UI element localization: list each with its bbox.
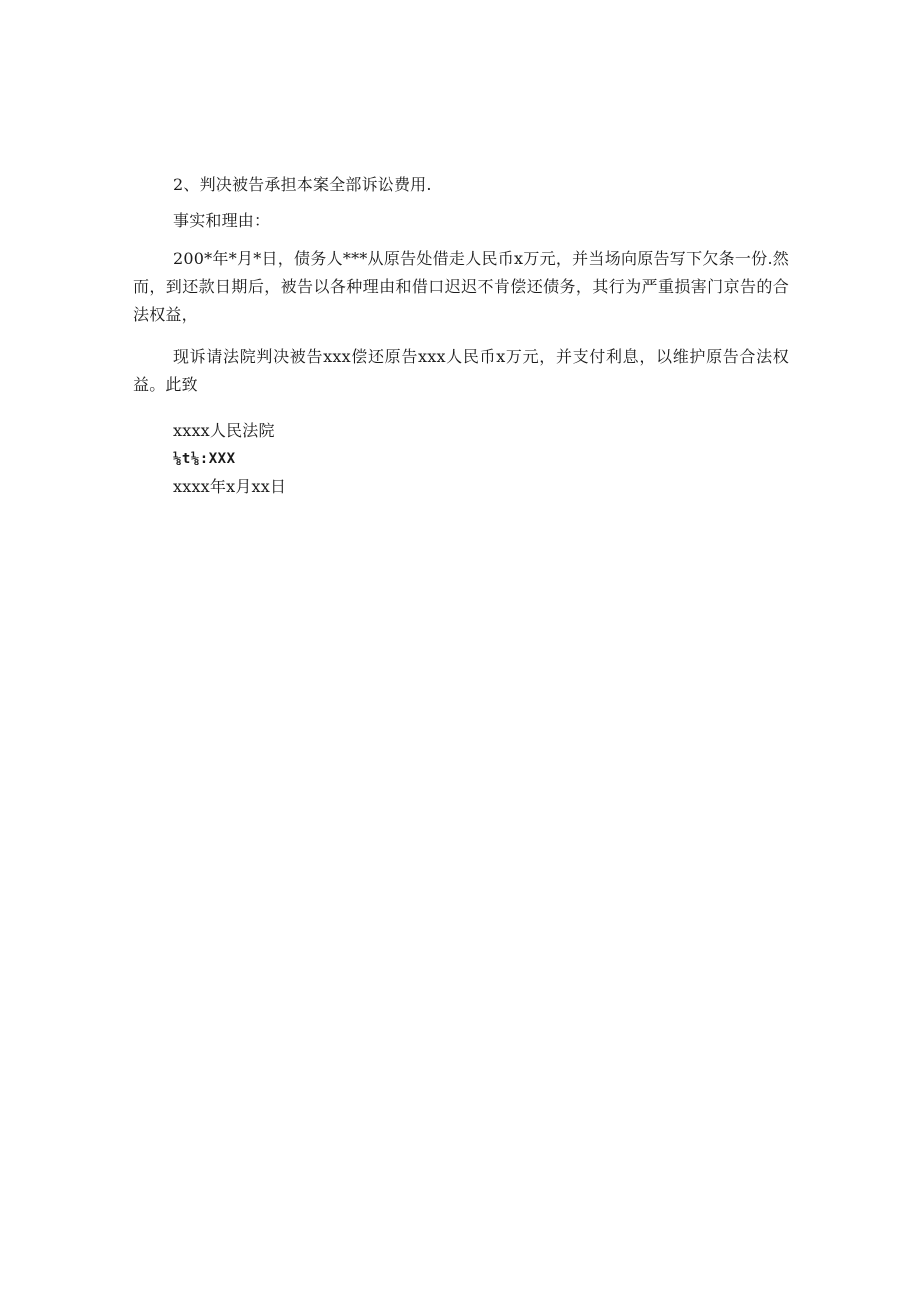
document-body xyxy=(133,171,789,501)
facts-heading: 事实和理由： xyxy=(173,211,271,230)
claim-item-2: 2、判决被告承担本案全部诉讼费用. xyxy=(173,175,432,194)
facts-paragraph: 200*年*月*日，债务人***从原告处借走人民币x万元，并当场向原告写下欠条一份.然而，到还款日期后，被告以各种理由和借口迟迟不肯偿还债务，其行为严重损害门京告的合法权益， xyxy=(133,249,789,324)
document-date: xxxx年x月xx日 xyxy=(173,477,287,496)
court-name: xxxx人民法院 xyxy=(173,421,275,440)
signature-block xyxy=(133,417,789,501)
request-paragraph: 现诉请法院判决被告xxx偿还原告xxx人民币x万元，并支付利息，以维护原告合法权益。此致 xyxy=(133,347,789,394)
plaintiff-line: ⅛t⅛:XXX xyxy=(173,451,236,467)
